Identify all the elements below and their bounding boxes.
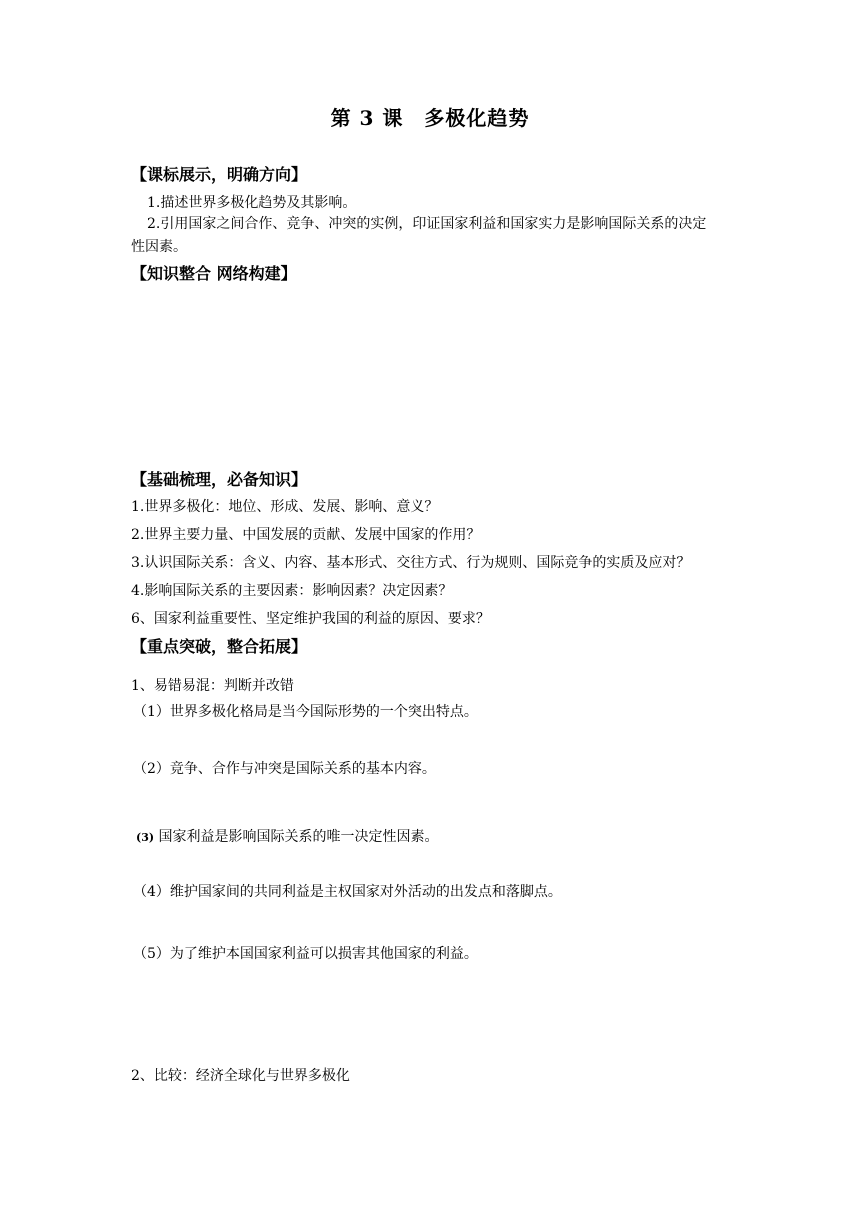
section-heading-jichu: 【基础梳理，必备知识】 bbox=[131, 470, 308, 489]
zhongdian-sub-1: 1、易错易混：判断并改错 bbox=[131, 678, 294, 694]
kebiao-line-1: 1.描述世界多极化趋势及其影响。 bbox=[147, 195, 357, 211]
question-3 bbox=[136, 829, 439, 846]
jichu-item-2: 2.世界主要力量、中国发展的贡献、发展中国家的作用？ bbox=[131, 527, 481, 543]
question-3-number: (3) bbox=[136, 831, 155, 844]
section-heading-zhishi: 【知识整合 网络构建】 bbox=[131, 264, 297, 283]
section-heading-zhongdian: 【重点突破，整合拓展】 bbox=[131, 637, 308, 656]
zhongdian-sub-2: 2、比较：经济全球化与世界多极化 bbox=[131, 1068, 350, 1084]
jichu-item-3: 3.认识国际关系：含义、内容、基本形式、交往方式、行为规则、国际竞争的实质及应对？ bbox=[131, 555, 691, 571]
question-3-text: 国家利益是影响国际关系的唯一决定性因素。 bbox=[158, 829, 439, 845]
page-title: 第 3 课 多极化趋势 bbox=[330, 106, 530, 130]
question-5: （5）为了维护本国国家利益可以损害其他国家的利益。 bbox=[133, 946, 478, 962]
question-1: （1）世界多极化格局是当今国际形势的一个突出特点。 bbox=[133, 704, 478, 720]
question-2: （2）竞争、合作与冲突是国际关系的基本内容。 bbox=[133, 761, 436, 777]
question-4: （4）维护国家间的共同利益是主权国家对外活动的出发点和落脚点。 bbox=[133, 884, 562, 900]
jichu-item-5: 6、国家利益重要性、坚定维护我国的利益的原因、要求？ bbox=[131, 611, 490, 627]
jichu-item-1: 1.世界多极化：地位、形成、发展、影响、意义？ bbox=[131, 499, 439, 515]
section-heading-kebiao: 【课标展示，明确方向】 bbox=[131, 165, 308, 184]
kebiao-line-2b: 性因素。 bbox=[131, 239, 187, 255]
jichu-item-4: 4.影响国际关系的主要因素：影响因素？决定因素？ bbox=[131, 583, 453, 599]
kebiao-line-2a: 2.引用国家之间合作、竞争、冲突的实例，印证国家利益和国家实力是影响国际关系的决定 bbox=[147, 216, 707, 232]
